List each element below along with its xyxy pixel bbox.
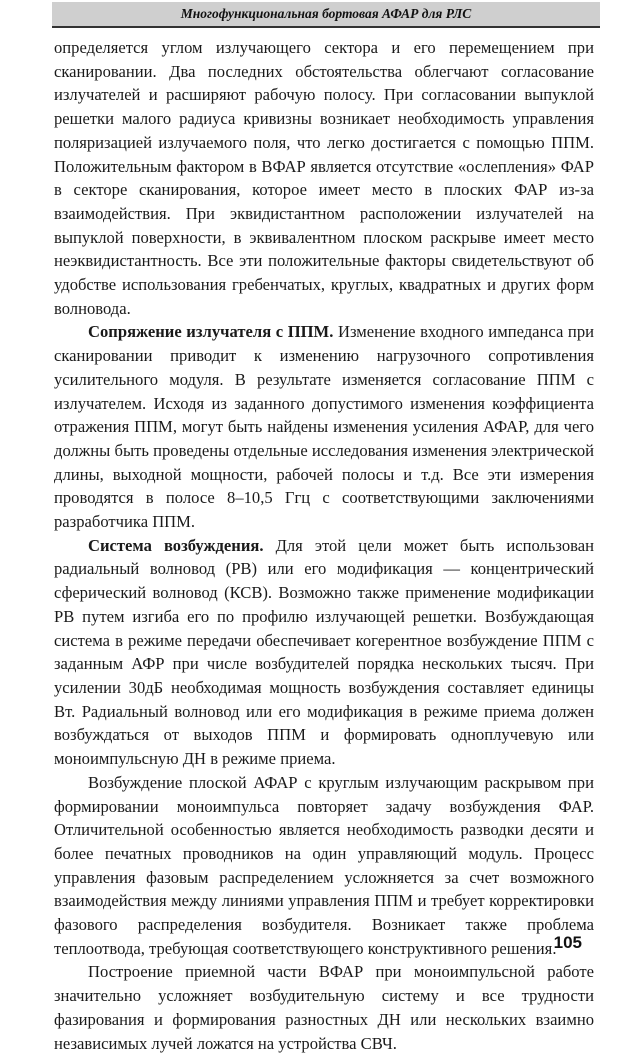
paragraph-4 [54,771,594,961]
paragraph-3-text: Для этой цели может быть использован радиальный волновод (РВ) или его модификация — концентрический сферический волновод (КСВ). Возможно также применение модификации РВ путем изгиба его по профилю излучающей решетки. Возбуждающая система в режиме передачи обеспечивает когерентное возбуждение ППМ с заданным АФР при числе возбудителей порядка нескольких тысяч. При усилении 30дБ необходимая мощность возбуждения составляет единицы Вт. Радиальный волновод или его модификация в режиме приема должен возбуждаться от выходов ППМ и формировать одноплучевую или моноимпульсную ДН в режиме приема. [54,535,595,769]
page-number: 105 [553,933,582,952]
paragraph-1 [54,36,594,320]
running-header: Многофункциональная бортовая АФАР для РЛС [52,2,600,28]
paragraph-2-text: Изменение входного импеданса при сканировании приводит к изменению нагрузочного сопротивления усилительного модуля. В результате изменяется согласование ППМ с излучателем. Исходя из заданного допустимого изменения коэффициента отражения ППМ, могут быть найдены изменения усиления АФАР, для чего должны быть проведены отдельные исследования изменения электрической длины, выходной мощности, рабочей полосы и т.д. Все эти измерения проводятся в полосе 8–10,5 Ггц с соответствующими заключениями разработчика ППМ. [54,322,594,532]
paragraph-1-text: определяется углом излучающего сектора и его перемещением при сканировании. Два последних обстоятельства облегчают согласование излучателей и расширяют рабочую полосу. При согласовании выпуклой решетки малого радиуса кривизны возникает необходимость управления поляризацией излучаемого поля, что легко достигается с помощью ППМ. Положительным фактором в ВФАР является отсутствие «ослепления» ФАР в секторе сканирования, которое имеет место в плоских ФАР из-за взаимодействия. При эквидистантном расположении излучателей на выпуклой поверхности, в эквивалентном плоском раскрыве имеет место неэквидистантность. Все эти положительные факторы свидетельствуют об удобстве использования гребенчатых, круглых, квадратных и других форм волновода. [54,38,594,318]
paragraph-5-text: Построение приемной части ВФАР при моноимпульсной работе значительно усложняет возбудительную систему и все трудности фазирования и формирования разностных ДН или нескольких взаимно независимых лучей ложатся на устройства СВЧ. [54,962,594,1053]
paragraph-3-heading: Система возбуждения. [88,535,264,555]
paragraph-3 [54,534,594,771]
paragraph-2 [54,320,594,533]
paragraph-2-heading: Сопряжение излучателя с ППМ. [88,322,334,342]
body-text [54,36,594,1055]
paragraph-5 [54,960,594,1055]
paragraph-4-text: Возбуждение плоской АФАР с круглым излучающим раскрывом при формировании моноимпульса повторяет задачу возбуждения ФАР. Отличительной особенностью является необходимость разводки десяти и более печатных проводников на один управляющий модуль. Процесс управления фазовым распределением усложняется за счет возможного взаимодействия между линиями управления ППМ и требует корректировки фазового распределения возбудителя. Возникает также проблема теплоотвода, требующая соответствующего конструктивного решения. [54,772,594,958]
